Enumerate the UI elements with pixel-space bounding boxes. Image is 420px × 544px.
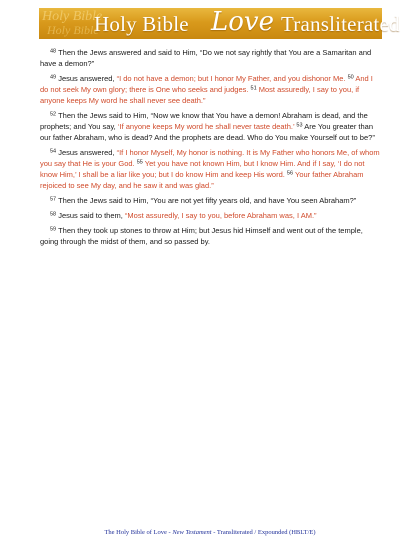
verse-text: Are You greater than our father Abraham, who is dead? And the prophets are dead. Who do You make Yourself out to be?”	[40, 122, 375, 142]
verse-number: 48	[50, 48, 57, 55]
verse-number: 57	[50, 196, 57, 203]
verse-paragraph	[40, 225, 382, 247]
footer-italic: New Testament	[172, 529, 212, 536]
verse-text: Jesus said to them,	[58, 211, 125, 220]
words-of-jesus: “Most assuredly, I say to you, before Abraham was, I AM.”	[124, 211, 317, 220]
banner-title-love: Love	[211, 7, 274, 37]
verse-number: 51	[250, 85, 257, 92]
verse-paragraph	[40, 47, 382, 69]
verse-text: Then the Jews said to Him, “You are not yet fifty years old, and have You seen Abraham?”	[58, 196, 357, 205]
words-of-jesus: And I do not seek My own glory; there is One who seeks and judges.	[40, 74, 373, 94]
verse-paragraph	[40, 210, 382, 221]
verse-number: 56	[286, 170, 294, 177]
footer-prefix: The Holy Bible of Love -	[104, 529, 173, 536]
words-of-jesus: “If I honor Myself, My honor is nothing. It is My Father who honors Me, of whom you say that He is your God.	[40, 148, 380, 168]
banner-title-holy-bible: Holy Bible	[94, 12, 189, 36]
verse-number: 54	[50, 148, 57, 155]
header-banner	[39, 7, 400, 39]
verse-number: 52	[50, 111, 57, 118]
verse-paragraph	[40, 110, 382, 143]
verse-text: Then the Jews answered and said to Him, “Do we not say rightly that You are a Samaritan and have a demon?”	[40, 48, 372, 68]
banner-watermark-text-2: Holy Bible	[47, 23, 99, 37]
banner-title-transliterated: Transliterated	[281, 12, 400, 36]
footer-suffix: - Transliterated / Expounded (HBLT/E)	[211, 529, 316, 536]
words-of-jesus: ‘If anyone keeps My word he shall never taste death.’	[117, 122, 297, 131]
verse-paragraph	[40, 195, 382, 206]
verse-number: 50	[347, 74, 354, 81]
verse-text: Then they took up stones to throw at Him; but Jesus hid Himself and went out of the temple, going through the midst of them, and so passed by.	[40, 226, 363, 246]
verse-paragraph	[40, 73, 382, 106]
verse-number: 55	[136, 159, 143, 166]
words-of-jesus: Yet you have not known Him, but I know Him. And if I say, ‘I do not know Him,’ I shall be a liar like you; but I do know Him and keep His word.	[40, 159, 365, 179]
verse-text: Then the Jews said to Him, “Now we know that You have a demon! Abraham is dead, and the prophets; and You say,	[40, 111, 368, 131]
verse-number: 49	[50, 74, 57, 81]
words-of-jesus: “I do not have a demon; but I honor My Father, and you dishonor Me.	[116, 74, 348, 83]
banner-watermark-text: Holy Bible	[42, 9, 103, 24]
page-footer	[0, 528, 420, 537]
scripture-text	[40, 47, 382, 251]
verse-text: Jesus answered,	[58, 148, 117, 157]
words-of-jesus: Your father Abraham rejoiced to see My day, and he saw it and was glad.”	[40, 170, 364, 190]
verse-paragraph	[40, 147, 382, 191]
verse-number: 59	[50, 226, 57, 233]
words-of-jesus: Most assuredly, I say to you, if anyone keeps My word he shall never see death.”	[40, 85, 360, 105]
verse-text: Jesus answered,	[58, 74, 117, 83]
verse-number: 58	[50, 211, 57, 218]
verse-number: 53	[296, 122, 303, 129]
